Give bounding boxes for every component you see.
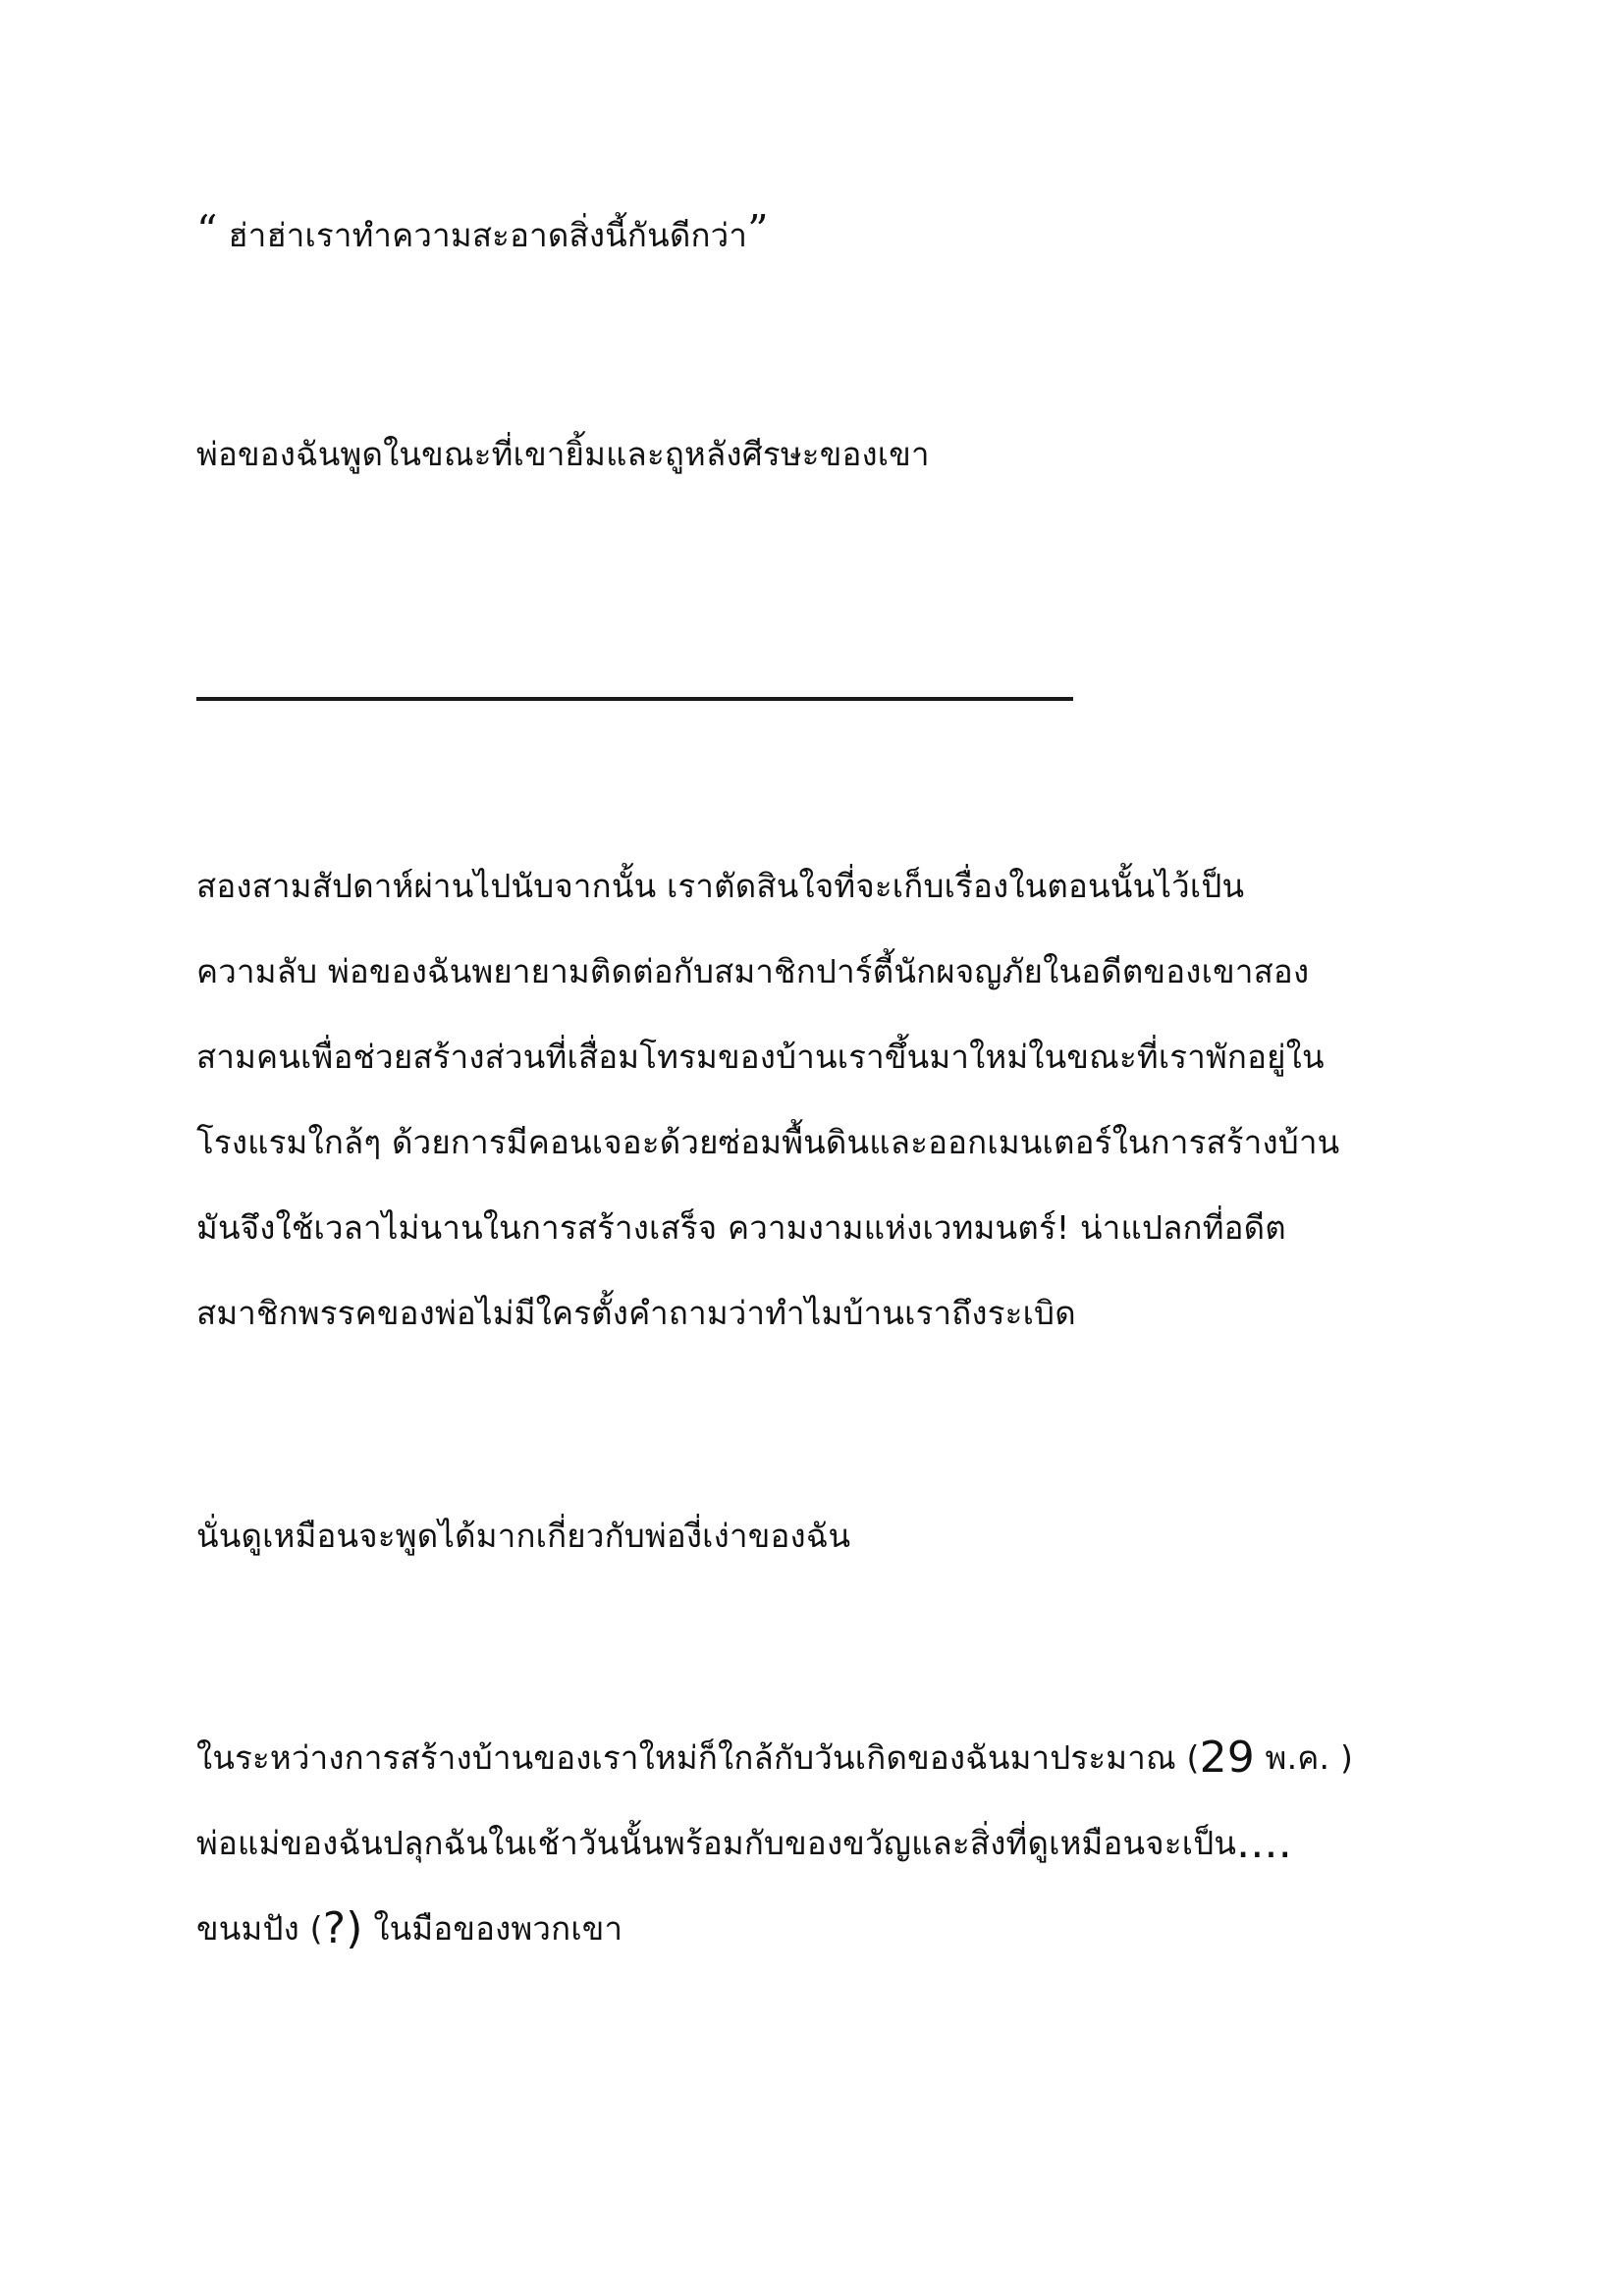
- question-mark: ?): [322, 1903, 363, 1953]
- quote-text: ฮ่าฮ่าเราทำความสะอาดสิ่งนี้กันดีกว่า: [228, 216, 748, 254]
- section-divider: [196, 697, 1073, 701]
- paragraph-4-line-1-text: ในระหว่างการสร้างบ้านของเราใหม่ก็ใกล้กับวันเกิดของฉันมาประมาณ (: [196, 1738, 1200, 1777]
- paragraph-2-line-6: สมาชิกพรรคของพ่อไม่มีใครตั้งคำถามว่าทำไมบ้านเราถึงระเบิด: [196, 1294, 1076, 1332]
- paragraph-4-line-3: [196, 1903, 623, 1953]
- paragraph-2-line-5: มันจึงใช้เวลาไม่นานในการสร้างเสร็จ ความงามแห่งเวทมนตร์! น่าแปลกที่อดีต: [196, 1208, 1286, 1247]
- paragraph-2-line-1: สองสามสัปดาห์ผ่านไปนับจากนั้น เราตัดสินใจที่จะเก็บเรื่องในตอนนั้นไว้เป็น: [196, 867, 1245, 905]
- paragraph-4-line-3-start: ขนมปัง (: [196, 1909, 323, 1948]
- open-quote-mark: “: [196, 206, 218, 254]
- paragraph-4-line-2-text: พ่อแม่ของฉันปลุกฉันในเช้าวันนั้นพร้อมกับของขวัญและสิ่งที่ดูเหมือนจะเป็น: [196, 1824, 1237, 1862]
- paragraph-3: นั่นดูเหมือนจะพูดได้มากเกี่ยวกับพ่องี่เง่าของฉัน: [196, 1517, 851, 1555]
- date-month: พ.ค. ): [1254, 1738, 1354, 1777]
- paragraph-4-line-1: [196, 1735, 1353, 1781]
- paragraph-4-line-3-end: ในมือของพวกเขา: [362, 1909, 623, 1948]
- date-number: 29: [1199, 1733, 1255, 1783]
- paragraph-1: พ่อของฉันพูดในขณะที่เขายิ้มและถูหลังศีรษะของเขา: [196, 435, 930, 473]
- ellipsis: ....: [1236, 1818, 1292, 1868]
- quote-line: [196, 208, 769, 258]
- close-quote-mark: ”: [747, 206, 769, 254]
- paragraph-2-line-2: ความลับ พ่อของฉันพยายามติดต่อกับสมาชิกปาร์ตี้นักผจญภัยในอดีตของเขาสอง: [196, 952, 1310, 990]
- paragraph-2-line-4: โรงแรมใกล้ๆ ด้วยการมีคอนเจอะด้วยซ่อมพื้นดินและออกเมนเตอร์ในการสร้างบ้าน: [196, 1123, 1340, 1161]
- paragraph-2-line-3: สามคนเพื่อช่วยสร้างส่วนที่เสื่อมโทรมของบ้านเราขึ้นมาใหม่ในขณะที่เราพักอยู่ใน: [196, 1038, 1325, 1076]
- paragraph-4-line-2: [196, 1818, 1292, 1868]
